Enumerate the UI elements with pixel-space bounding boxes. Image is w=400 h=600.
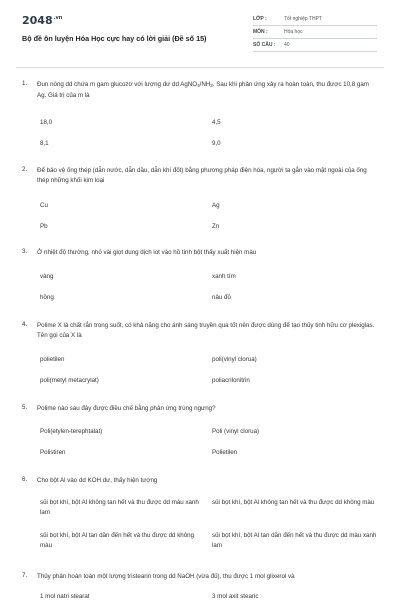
question-text: Polime nào sau đây được điều chế bằng phản ứng trùng ngưng?	[37, 405, 216, 412]
option-d[interactable]: sủi bọt khí, bột Al tan dần đến hết và thu được dd màu xanh lam	[212, 532, 377, 549]
question-number: 2.	[22, 166, 28, 173]
option-b[interactable]: 3 mol axit stearic	[212, 593, 259, 600]
option-b[interactable]: xanh tím	[212, 273, 236, 280]
meta-row-class	[253, 15, 377, 26]
question-text: Thủy phân hoàn toàn một lượng tristearin trong dd NaOH (vừa đủ), thu được 1 mol glixerol và	[37, 573, 295, 580]
option-d[interactable]: 9,0	[212, 140, 221, 147]
question-text: Đun nóng dd chứa m gam glucozơ với lượng dư dd $AgNO_3/NH_3$. Sau khi phản ứng xảy ra hoàn toàn, thu được 10,8 gam Ag. Giá trị của m là	[37, 81, 369, 99]
option-d[interactable]: Zn	[212, 223, 220, 230]
option-c[interactable]: poli(metyl metacrylat)	[40, 377, 99, 384]
question-text: Ở nhiệt độ thường, nhỏ vài giọt dung dịch iot vào hồ tinh bột thấy xuất hiện màu	[37, 249, 257, 256]
meta-value: 40	[284, 42, 290, 48]
question-text: Polime X là chất rắn trong suốt, có khả năng cho ánh sáng truyền qua tốt nên được dùng để tạo thủy tinh hữu cơ plexiglas. Tên gọi của X là	[37, 322, 375, 339]
option-c[interactable]: Polistiren	[40, 449, 66, 456]
option-a[interactable]: 18,0	[40, 119, 53, 126]
question-number: 6.	[22, 476, 28, 483]
option-d[interactable]: poliacrilonitrin	[212, 377, 250, 384]
option-a[interactable]: polietilen	[40, 356, 65, 363]
logo-domain: .vn	[53, 15, 63, 22]
question-number: 1.	[22, 80, 28, 87]
option-b[interactable]: sủi bọt khí, bột Al không tan hết và thu được dd không màu	[212, 499, 375, 506]
question-number: 3.	[22, 248, 28, 255]
option-c[interactable]: sủi bọt khí, bột Al tan dần đến hết và thu được dd không màu	[40, 532, 195, 549]
meta-value: Tốt nghiệp THPT	[284, 16, 322, 22]
option-a[interactable]: vàng	[40, 273, 54, 280]
option-a[interactable]: 1 mol natri stearat	[40, 593, 90, 600]
meta-label: MÔN :	[253, 29, 268, 35]
meta-label: LỚP :	[253, 16, 267, 22]
question-number: 7.	[22, 572, 28, 579]
option-c[interactable]: hồng	[40, 294, 54, 301]
question-number: 5.	[22, 404, 28, 411]
question-number: 4.	[22, 321, 28, 328]
option-b[interactable]: 4,5	[212, 119, 221, 126]
option-b[interactable]: poli(vinyl clorua)	[212, 356, 257, 363]
option-c[interactable]: Pb	[40, 223, 48, 230]
meta-value: Hóa học	[284, 29, 303, 35]
option-b[interactable]: Poli (vinyl clorua)	[212, 428, 260, 435]
logo-text: 2048	[22, 14, 53, 27]
site-logo[interactable]	[22, 14, 62, 27]
document-title: Bộ đề ôn luyện Hóa Học cực hay có lời giải (Đề số 15)	[22, 34, 207, 43]
question-text: Để bảo vệ ống thép (dẫn nước, dẫn dầu, dẫn khí đốt) bằng phương pháp điện hóa, người ta gắn vào mặt ngoài của ống thép những khối kim loại	[37, 167, 367, 184]
option-d[interactable]: Polietilen	[212, 449, 238, 456]
meta-info	[253, 15, 377, 54]
option-a[interactable]: sủi bọt khí, bột Al không tan hết và thu được dd màu xanh lam	[40, 499, 199, 516]
option-b[interactable]: Ag	[212, 202, 220, 209]
meta-row-subject	[253, 28, 377, 39]
meta-row-count	[253, 41, 377, 52]
option-a[interactable]: Poli(etylen-terephtalat)	[40, 428, 103, 435]
option-a[interactable]: Cu	[40, 202, 48, 209]
option-c[interactable]: 8,1	[40, 140, 49, 147]
header-divider	[16, 67, 384, 68]
page-header	[0, 0, 400, 62]
question-text: Cho bột Al vào dd KOH dư, thấy hiện tượng	[37, 477, 158, 484]
meta-label: SỐ CÂU :	[253, 42, 276, 48]
option-d[interactable]: nâu đỏ	[212, 294, 231, 301]
